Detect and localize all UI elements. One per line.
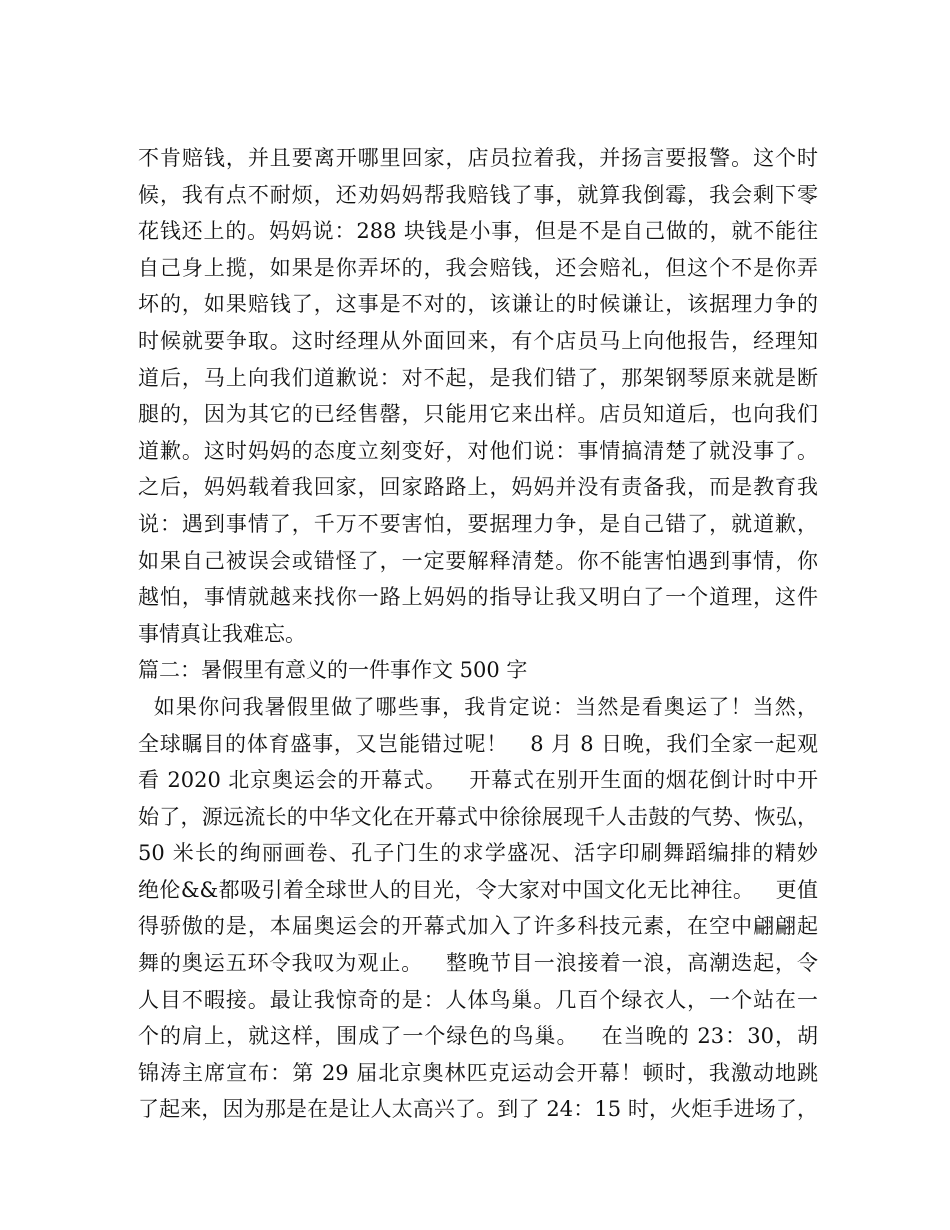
text-line: 人目不暇接。最让我惊奇的是：人体鸟巢。几百个绿衣人，一个站在一	[138, 987, 818, 1012]
text-line: 个的肩上，就这样，围成了一个绿色的鸟巢。 在当晚的 23：30，胡	[138, 1024, 818, 1049]
text-line: 花钱还上的。妈妈说：288 块钱是小事，但是不是自己做的，就不能往	[138, 219, 818, 244]
text-line: 全球瞩目的体育盛事，又岂能错过呢！ 8 月 8 日晚，我们全家一起观	[138, 731, 818, 756]
text-line: 之后，妈妈载着我回家，回家路路上，妈妈并没有责备我，而是教育我	[138, 475, 818, 500]
text-line: 如果自己被误会或错怪了，一定要解释清楚。你不能害怕遇到事情，你	[138, 548, 818, 573]
document-body	[138, 140, 818, 1128]
text-line: 绝伦&&都吸引着全球世人的目光，令大家对中国文化无比神往。 更值	[138, 877, 818, 902]
text-line: 锦涛主席宣布：第 29 届北京奥林匹克运动会开幕！顿时，我激动地跳	[138, 1060, 818, 1085]
text-line: 看 2020 北京奥运会的开幕式。 开幕式在别开生面的烟花倒计时中开	[138, 768, 818, 793]
text-line: 舞的奥运五环令我叹为观止。 整晚节目一浪接着一浪，高潮迭起，令	[138, 951, 818, 976]
section-heading: 篇二：暑假里有意义的一件事作文 500 字	[138, 658, 528, 683]
text-line: 自己身上揽，如果是你弄坏的，我会赔钱，还会赔礼，但这个不是你弄	[138, 255, 818, 280]
text-line: 始了，源远流长的中华文化在开幕式中徐徐展现千人击鼓的气势、恢弘，	[138, 804, 818, 829]
text-line: 坏的，如果赔钱了，这事是不对的，该谦让的时候谦让，该据理力争的	[138, 292, 818, 317]
text-line: 道歉。这时妈妈的态度立刻变好，对他们说：事情搞清楚了就没事了。	[138, 438, 818, 463]
text-line: 不肯赔钱，并且要离开哪里回家，店员拉着我，并扬言要报警。这个时	[138, 146, 818, 170]
text-line: 得骄傲的是，本届奥运会的开幕式加入了许多科技元素，在空中翩翩起	[138, 914, 818, 939]
text-line: 如果你问我暑假里做了哪些事，我肯定说：当然是看奥运了！当然，	[138, 694, 818, 719]
text-line: 时候就要争取。这时经理从外面回来，有个店员马上向他报告，经理知	[138, 328, 818, 353]
text-line: 候，我有点不耐烦，还劝妈妈帮我赔钱了事，就算我倒霉，我会剩下零	[138, 182, 818, 207]
text-line: 事情真让我难忘。	[138, 621, 306, 646]
text-line: 说：遇到事情了，千万不要害怕，要据理力争，是自己错了，就道歉，	[138, 511, 818, 536]
text-line: 越怕，事情就越来找你一路上妈妈的指导让我又明白了一个道理，这件	[138, 585, 818, 610]
text-line: 了起来，因为那是在是让人太高兴了。到了 24：15 时，火炬手进场了，	[138, 1097, 818, 1122]
text-line: 腿的，因为其它的已经售罄，只能用它来出样。店员知道后，也向我们	[138, 402, 818, 427]
text-line: 道后，马上向我们道歉说：对不起，是我们错了，那架钢琴原来就是断	[138, 365, 818, 390]
text-line: 50 米长的绚丽画卷、孔子门生的求学盛况、活字印刷舞蹈编排的精妙	[138, 841, 818, 866]
